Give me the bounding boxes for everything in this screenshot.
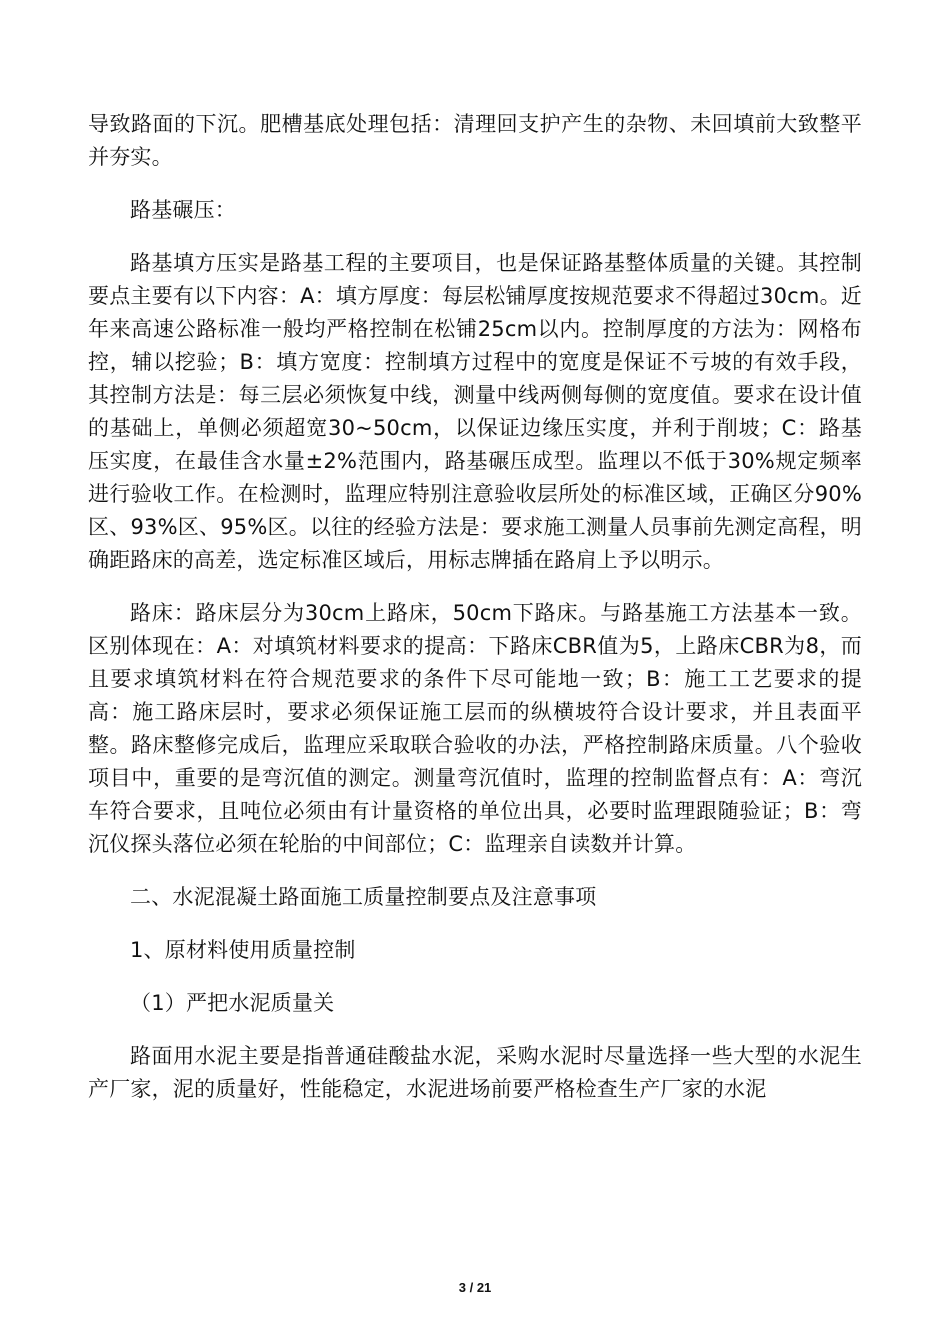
total-pages-number: 21 [476, 1280, 492, 1295]
paragraph-6: 1、原材料使用质量控制 [130, 938, 356, 962]
paragraph-7: （1）严把水泥质量关 [130, 991, 335, 1015]
paragraph-2: 路基碾压： [130, 198, 236, 222]
document-body [88, 108, 862, 1106]
paragraph-8: 路面用水泥主要是指普通硅酸盐水泥，采购水泥时尽量选择一些大型的水泥生产厂家，泥的质量好，性能稳定，水泥进场前要严格检查生产厂家的水泥 [88, 1044, 862, 1101]
page-separator: / [469, 1280, 474, 1295]
paragraph-5: 二、水泥混凝土路面施工质量控制要点及注意事项 [130, 885, 597, 909]
page-number [0, 1280, 950, 1295]
paragraph-3: 路基填方压实是路基工程的主要项目，也是保证路基整体质量的关键。其控制要点主要有以下内容：A：填方厚度：每层松铺厚度按规范要求不得超过30cm。近年来高速公路标准一般均严格控制在松铺25cm以内。控制厚度的方法为：网格布控，辅以挖验；B：填方宽度：控制填方过程中的宽度是保证不亏坡的有效手段，其控制方法是：每三层必须恢复中线，测量中线两侧每侧的宽度值。要求在设计值的基础上，单侧必须超宽30~50cm，以保证边缘压实度，并利于削坡；C：路基压实度，在最佳含水量±2%范围内，路基碾压成型。监理以不低于30%规定频率进行验收工作。在检测时，监理应特别注意验收层所处的标准区域，正确区分90%区、93%区、95%区。以往的经验方法是：要求施工测量人员事前先测定高程，明确距路床的高差，选定标准区域后，用标志牌插在路肩上予以明示。 [88, 251, 862, 572]
paragraph-1: 导致路面的下沉。肥槽基底处理包括：清理回支护产生的杂物、未回填前大致整平并夯实。 [88, 112, 862, 169]
paragraph-4: 路床：路床层分为30cm上路床，50cm下路床。与路基施工方法基本一致。区别体现在：A：对填筑材料要求的提高：下路床CBR值为5，上路床CBR为8，而且要求填筑材料在符合规范要求的条件下尽可能地一致；B：施工工艺要求的提高：施工路床层时，要求必须保证施工层而的纵横坡符合设计要求，并且表面平整。路床整修完成后，监理应采取联合验收的办法，严格控制路床质量。八个验收项目中，重要的是弯沉值的测定。测量弯沉值时，监理的控制监督点有：A：弯沉车符合要求，且吨位必须由有计量资格的单位出具，必要时监理跟随验证；B：弯沉仪探头落位必须在轮胎的中间部位；C：监理亲自读数并计算。 [88, 601, 862, 856]
current-page-number: 3 [458, 1280, 466, 1295]
